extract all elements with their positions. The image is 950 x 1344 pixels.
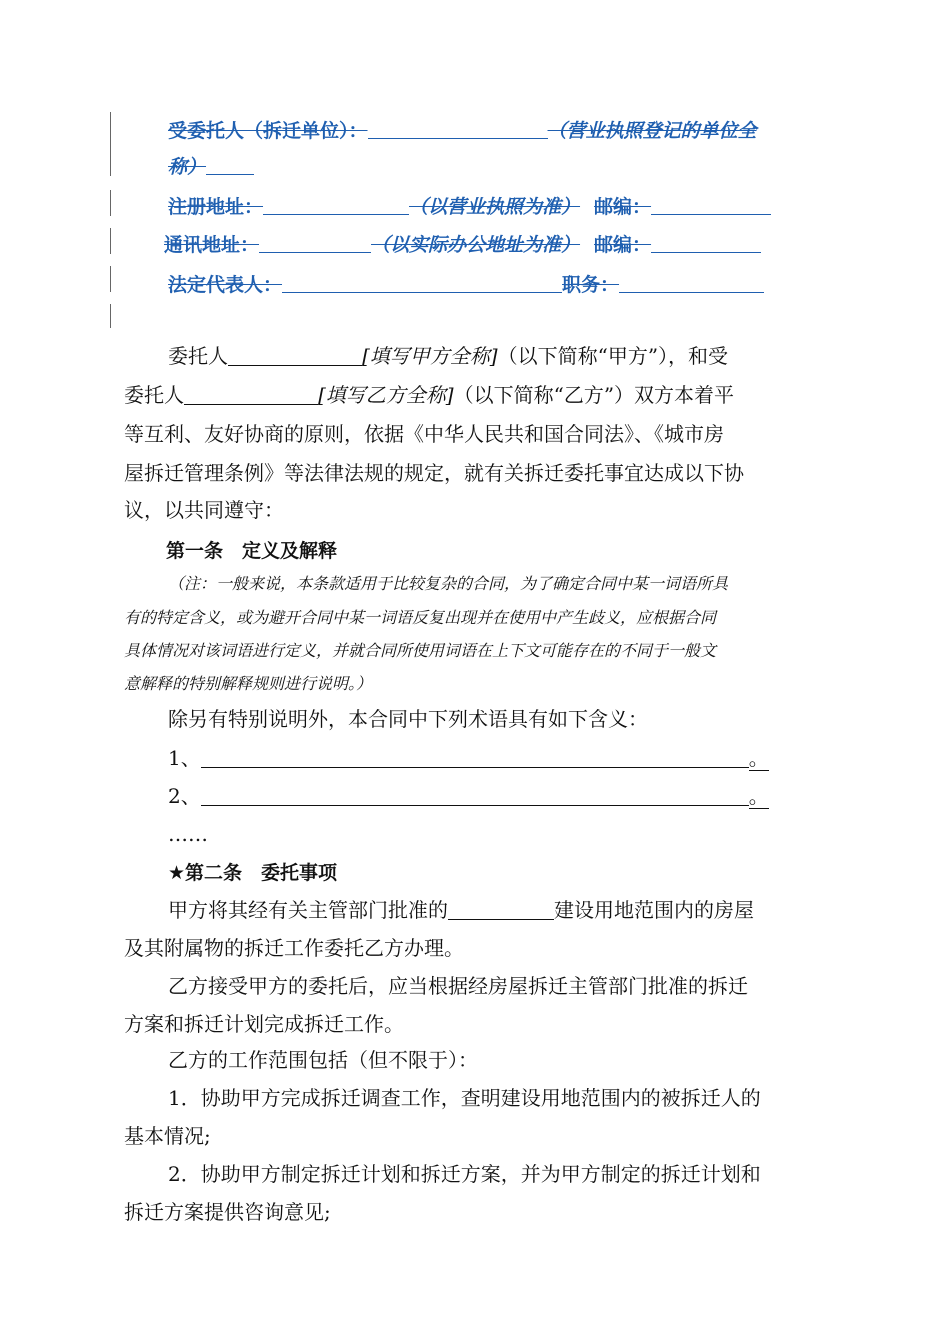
article-text: 除另有特别说明外，本合同中下列术语具有如下含义： [168, 707, 648, 731]
definition-item-1 [168, 744, 769, 772]
intro-text: 议，以共同遵守： [124, 498, 284, 522]
intro-text: 屋拆迁管理条例》等法律法规的规定，就有关拆迁委托事宜达成以下协 [124, 461, 744, 485]
article-text: 基本情况; [124, 1124, 211, 1148]
article-2-p3 [168, 1046, 478, 1074]
article-text: 及其附属物的拆迁工作委托乙方办理。 [124, 936, 464, 960]
article-1-intro [168, 705, 648, 733]
land-scope-blank [448, 899, 554, 920]
entrustee-blank [368, 118, 548, 139]
revision-bar [110, 190, 111, 216]
revision-bar [110, 112, 111, 176]
mail-address-line [164, 230, 761, 257]
definition-blank-1 [201, 747, 749, 768]
article-text: 方案和拆迁计划完成拆迁工作。 [124, 1012, 404, 1036]
party-a-blank [228, 345, 362, 366]
postcode-label: 邮编： [594, 196, 652, 218]
article-2-title: ★第二条 委托事项 [168, 862, 338, 884]
legal-rep-line [168, 270, 764, 297]
postcode-label-2: 邮编： [594, 234, 652, 256]
article-2-p2-line-2 [124, 1010, 404, 1038]
entrustee-line-2 [168, 152, 254, 179]
entrustee-blank-2 [206, 154, 254, 175]
intro-line-5 [124, 496, 284, 524]
intro-text: 等互利、友好协商的原则，依据《中华人民共和国合同法》、《城市房 [124, 422, 724, 446]
article-2-p1-line-1 [168, 896, 754, 924]
note-text: 意解释的特别解释规则进行说明。） [124, 674, 373, 693]
legal-rep-label: 法定代表人： [168, 274, 283, 296]
position-blank [619, 272, 764, 293]
reg-address-hint: （以营业执照为准） [409, 196, 581, 218]
position-label: 职务： [562, 274, 620, 296]
entrustee-hint: （营业执照登记的单位全 [547, 120, 757, 142]
article-text: 乙方的工作范围包括（但不限于）： [168, 1048, 478, 1072]
ellipsis-text: …… [168, 822, 208, 846]
entrustee-hint-2: 称） [168, 156, 207, 178]
article-2-p2-line-1 [168, 972, 748, 1000]
mail-address-blank [259, 232, 371, 253]
intro-line-2 [124, 381, 734, 409]
item-number: 2、 [168, 784, 201, 808]
article-text: 拆迁方案提供咨询意见; [124, 1200, 331, 1224]
note-text: （注：一般来说，本条款适用于比较复杂的合同，为了确定合同中某一词语所具 [168, 574, 729, 593]
article-2-p1-line-2 [124, 934, 464, 962]
intro-text: 委托人 [124, 383, 184, 407]
scope-item-1-line-1 [168, 1084, 761, 1112]
note-text: 具体情况对该词语进行定义，并就合同所使用词语在上下文可能存在的不同于一般文 [124, 641, 717, 660]
intro-line-1 [168, 342, 728, 370]
intro-line-4 [124, 459, 744, 487]
postcode-blank-2 [651, 232, 761, 253]
article-text: 甲方将其经有关主管部门批准的 [168, 898, 448, 922]
article-1-note-2 [124, 606, 716, 630]
party-b-blank [184, 384, 318, 405]
article-1-note-1 [168, 572, 728, 596]
intro-text: （以下简称“乙方”）双方本着平 [453, 383, 735, 407]
party-b-hint: [填写乙方全称] [318, 383, 454, 407]
party-a-hint: [填写甲方全称] [362, 344, 498, 368]
scope-item-1-line-2 [124, 1122, 211, 1150]
article-1-note-3 [124, 639, 716, 663]
article-text: 乙方接受甲方的委托后，应当根据经房屋拆迁主管部门批准的拆迁 [168, 974, 748, 998]
article-text: 建设用地范围内的房屋 [554, 898, 754, 922]
mail-address-hint: （以实际办公地址为准） [371, 234, 581, 256]
postcode-blank [651, 194, 771, 215]
definition-blank-2 [201, 785, 749, 806]
reg-address-label: 注册地址： [168, 196, 264, 218]
revision-bar [110, 228, 111, 254]
reg-address-blank [263, 194, 409, 215]
mail-address-label: 通讯地址： [164, 234, 260, 256]
article-text: 1．协助甲方完成拆迁调查工作，查明建设用地范围内的被拆迁人的 [168, 1086, 761, 1110]
scope-item-2-line-1 [168, 1160, 761, 1188]
intro-text: 委托人 [168, 344, 228, 368]
legal-rep-blank [282, 272, 472, 293]
entrustee-line [168, 116, 757, 143]
intro-text: （以下简称“甲方”），和受 [497, 344, 729, 368]
item-end: 。 [748, 746, 769, 770]
note-text: 有的特定含义，或为避开合同中某一词语反复出现并在使用中产生歧义，应根据合同 [124, 608, 717, 627]
reg-address-line [168, 192, 771, 219]
revision-bar [110, 266, 111, 292]
item-number: 1、 [168, 746, 201, 770]
intro-line-3 [124, 420, 724, 448]
revision-bar [110, 304, 111, 328]
entrustee-label: 受委托人（拆迁单位）： [168, 120, 368, 142]
article-text: 2．协助甲方制定拆迁计划和拆迁方案，并为甲方制定的拆迁计划和 [168, 1162, 761, 1186]
article-1-note-4 [124, 672, 372, 696]
article-1-title: 第一条 定义及解释 [166, 540, 338, 562]
scope-item-2-line-2 [124, 1198, 331, 1226]
definition-item-2 [168, 782, 769, 810]
item-end: 。 [748, 784, 769, 808]
ellipsis [168, 820, 208, 848]
